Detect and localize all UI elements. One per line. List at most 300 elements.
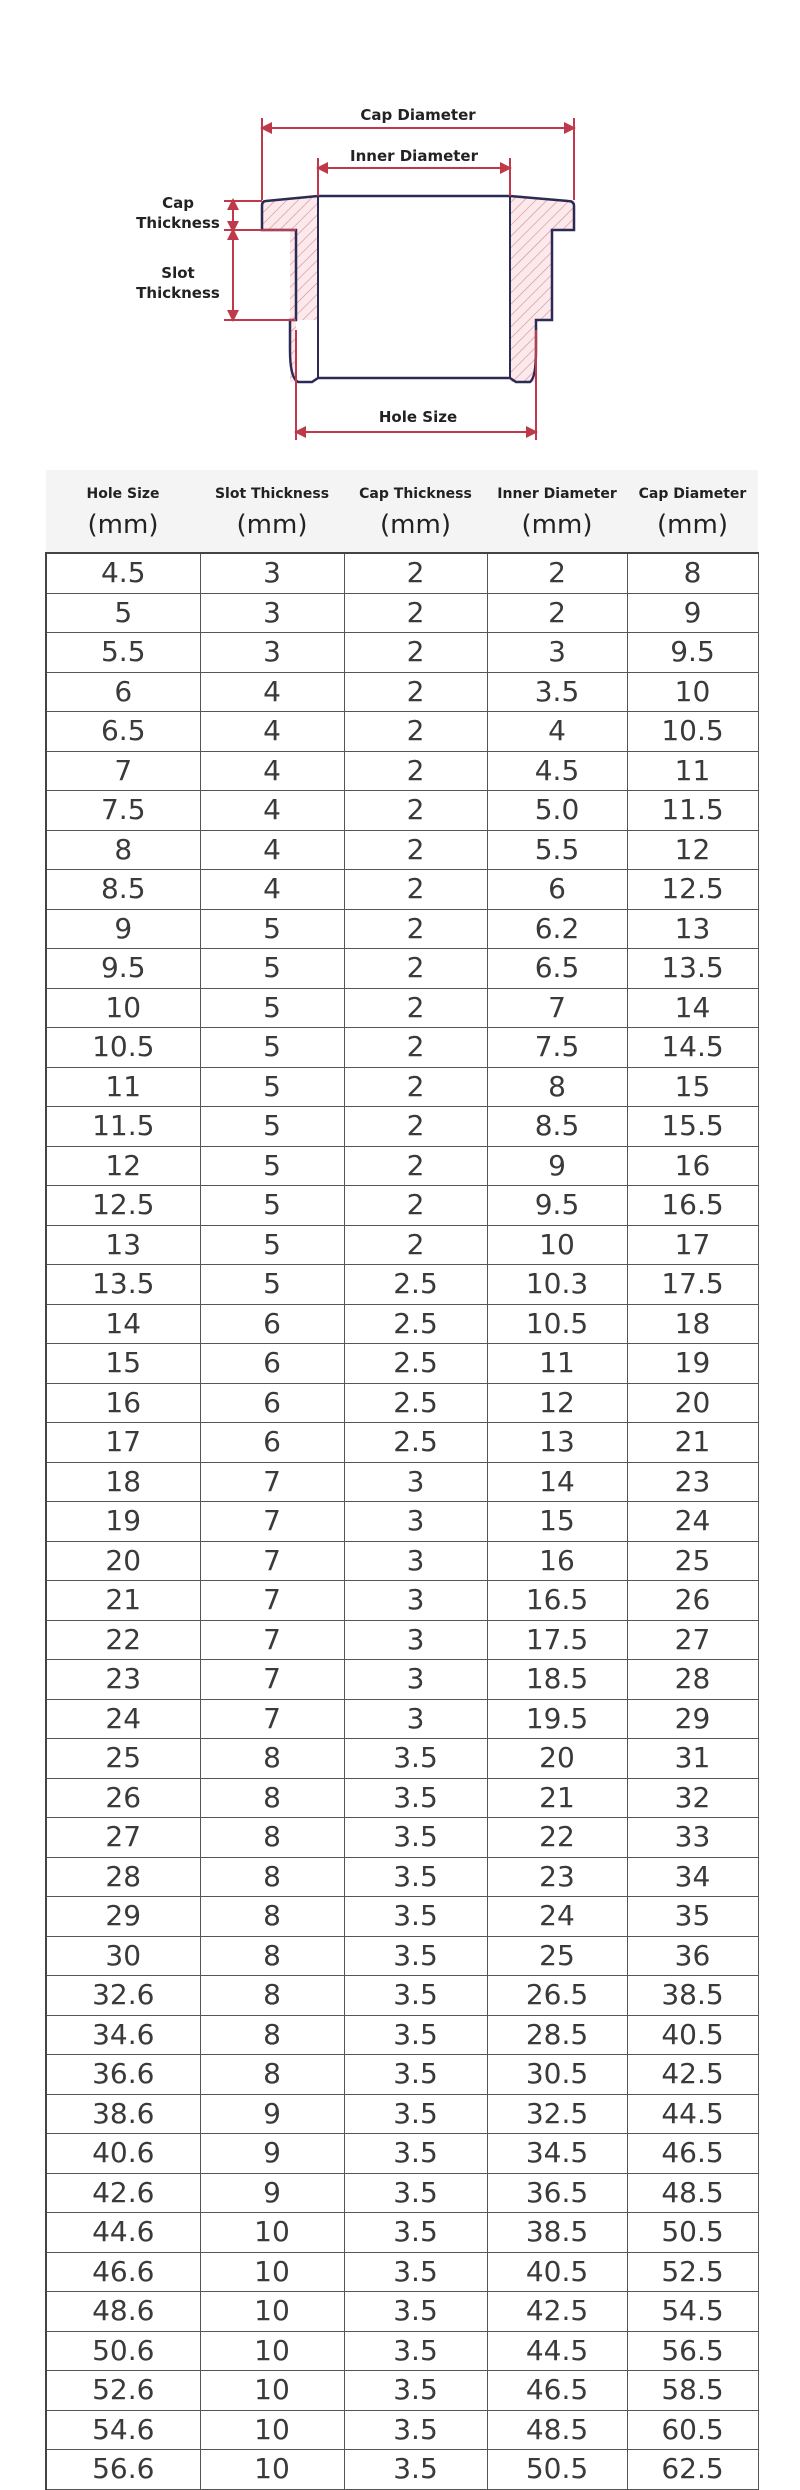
header-name: Slot Thickness xyxy=(214,486,330,502)
inner-diameter-cell: 9.5 xyxy=(487,1186,627,1226)
hole-size-cell: 6 xyxy=(46,672,200,712)
hole-size-cell: 12.5 xyxy=(46,1186,200,1226)
cap-diameter-cell: 17 xyxy=(627,1225,758,1265)
slot-thickness-cell: 6 xyxy=(200,1423,344,1463)
cap-thickness-cell: 3.5 xyxy=(344,2134,487,2174)
cap-thickness-cell: 3.5 xyxy=(344,1739,487,1779)
slot-thickness-cell: 5 xyxy=(200,1265,344,1305)
cap-diameter-cell: 62.5 xyxy=(627,2450,758,2490)
cap-thickness-cell: 3.5 xyxy=(344,1897,487,1937)
cap-thickness-cell: 2.5 xyxy=(344,1423,487,1463)
hole-size-cell: 32.6 xyxy=(46,1976,200,2016)
slot-thickness-cell: 10 xyxy=(200,2371,344,2411)
slot-thickness-cell: 4 xyxy=(200,751,344,791)
cap-thickness-cell: 3.5 xyxy=(344,2015,487,2055)
hole-size-cell: 22 xyxy=(46,1620,200,1660)
cap-thickness-cell: 2 xyxy=(344,633,487,673)
inner-diameter-cell: 15 xyxy=(487,1502,627,1542)
cap-diameter-cell: 23 xyxy=(627,1462,758,1502)
slot-thickness-cell: 5 xyxy=(200,909,344,949)
cap-diameter-cell: 28 xyxy=(627,1660,758,1700)
hole-size-cell: 10.5 xyxy=(46,1028,200,1068)
hole-size-cell: 5.5 xyxy=(46,633,200,673)
inner-diameter-cell: 30.5 xyxy=(487,2055,627,2095)
slot-thickness-cell: 8 xyxy=(200,1739,344,1779)
cap-thickness-cell: 3.5 xyxy=(344,1857,487,1897)
cap-thickness-cell: 2 xyxy=(344,672,487,712)
table-row xyxy=(46,988,758,1028)
hole-size-cell: 15 xyxy=(46,1344,200,1384)
header-name: Hole Size xyxy=(86,486,160,502)
header-unit: (mm) xyxy=(87,510,159,540)
cap-diameter-cell: 32 xyxy=(627,1778,758,1818)
slot-thickness-cell: 5 xyxy=(200,1067,344,1107)
slot-thickness-cell: 7 xyxy=(200,1541,344,1581)
slot-thickness-cell: 4 xyxy=(200,870,344,910)
slot-thickness-cell: 5 xyxy=(200,1186,344,1226)
inner-diameter-cell: 32.5 xyxy=(487,2094,627,2134)
inner-diameter-label: Inner Diameter xyxy=(350,147,478,165)
header-cap-diameter xyxy=(627,470,758,553)
cap-thickness-cell: 2.5 xyxy=(344,1383,487,1423)
inner-diameter-cell: 18.5 xyxy=(487,1660,627,1700)
cap-thickness-cell: 3.5 xyxy=(344,2055,487,2095)
inner-diameter-cell: 16.5 xyxy=(487,1581,627,1621)
table-row xyxy=(46,1462,758,1502)
cap-diameter-cell: 9 xyxy=(627,593,758,633)
table-row xyxy=(46,2173,758,2213)
inner-diameter-cell: 17.5 xyxy=(487,1620,627,1660)
inner-diameter-cell: 8 xyxy=(487,1067,627,1107)
table-row xyxy=(46,791,758,831)
hole-size-cell: 38.6 xyxy=(46,2094,200,2134)
inner-diameter-cell: 44.5 xyxy=(487,2331,627,2371)
cap-diameter-cell: 10.5 xyxy=(627,712,758,752)
cap-diameter-cell: 14.5 xyxy=(627,1028,758,1068)
cap-thickness-cell: 2 xyxy=(344,1028,487,1068)
cap-diameter-cell: 26 xyxy=(627,1581,758,1621)
slot-thickness-cell: 3 xyxy=(200,633,344,673)
table-row xyxy=(46,633,758,673)
cap-thickness-cell: 3 xyxy=(344,1541,487,1581)
cap-diameter-cell: 34 xyxy=(627,1857,758,1897)
slot-thickness-cell: 6 xyxy=(200,1344,344,1384)
hole-size-cell: 28 xyxy=(46,1857,200,1897)
table-row xyxy=(46,2292,758,2332)
inner-diameter-cell: 19.5 xyxy=(487,1699,627,1739)
hole-size-cell: 13 xyxy=(46,1225,200,1265)
table-row xyxy=(46,1976,758,2016)
table-row xyxy=(46,1383,758,1423)
table-row xyxy=(46,1107,758,1147)
cap-diameter-label: Cap Diameter xyxy=(360,106,476,124)
inner-diameter-cell: 11 xyxy=(487,1344,627,1384)
cap-thickness-cell: 3.5 xyxy=(344,2410,487,2450)
inner-diameter-cell: 6 xyxy=(487,870,627,910)
table-row xyxy=(46,1146,758,1186)
cap-diameter-cell: 50.5 xyxy=(627,2213,758,2253)
table-row xyxy=(46,1304,758,1344)
cap-diameter-cell: 16.5 xyxy=(627,1186,758,1226)
table-row xyxy=(46,1857,758,1897)
header-unit: (mm) xyxy=(657,510,728,540)
inner-diameter-cell: 36.5 xyxy=(487,2173,627,2213)
inner-diameter-cell: 5.5 xyxy=(487,830,627,870)
cap-diameter-cell: 18 xyxy=(627,1304,758,1344)
cap-thickness-cell: 3.5 xyxy=(344,1778,487,1818)
inner-diameter-cell: 2 xyxy=(487,553,627,593)
slot-thickness-cell: 4 xyxy=(200,830,344,870)
cap-diameter-cell: 21 xyxy=(627,1423,758,1463)
inner-diameter-cell: 10 xyxy=(487,1225,627,1265)
table-row xyxy=(46,553,758,593)
cap-diameter-cell: 44.5 xyxy=(627,2094,758,2134)
inner-diameter-cell: 21 xyxy=(487,1778,627,1818)
cap-thickness-cell: 2 xyxy=(344,949,487,989)
cap-thickness-cell: 2 xyxy=(344,791,487,831)
slot-thickness-cell: 10 xyxy=(200,2252,344,2292)
inner-diameter-cell: 40.5 xyxy=(487,2252,627,2292)
grommet-cross-section xyxy=(262,196,574,382)
table-row xyxy=(46,1739,758,1779)
table-row xyxy=(46,1936,758,1976)
cap-diameter-cell: 9.5 xyxy=(627,633,758,673)
slot-thickness-cell: 8 xyxy=(200,1976,344,2016)
hole-size-cell: 7.5 xyxy=(46,791,200,831)
hole-size-cell: 8 xyxy=(46,830,200,870)
slot-thickness-cell: 6 xyxy=(200,1383,344,1423)
cap-thickness-cell: 2 xyxy=(344,870,487,910)
hole-size-cell: 50.6 xyxy=(46,2331,200,2371)
hole-size-cell: 4.5 xyxy=(46,553,200,593)
cap-diameter-cell: 13.5 xyxy=(627,949,758,989)
inner-diameter-cell: 23 xyxy=(487,1857,627,1897)
hole-size-cell: 30 xyxy=(46,1936,200,1976)
cap-diameter-cell: 56.5 xyxy=(627,2331,758,2371)
cap-diameter-cell: 11 xyxy=(627,751,758,791)
cap-thickness-cell: 3 xyxy=(344,1699,487,1739)
inner-diameter-cell: 6.5 xyxy=(487,949,627,989)
hole-size-cell: 8.5 xyxy=(46,870,200,910)
cap-thickness-cell: 2 xyxy=(344,1186,487,1226)
table-row xyxy=(46,1265,758,1305)
cap-diameter-cell: 40.5 xyxy=(627,2015,758,2055)
table-row xyxy=(46,1225,758,1265)
slot-thickness-label-line2: Thickness xyxy=(136,284,220,302)
cap-diameter-cell: 12.5 xyxy=(627,870,758,910)
cap-thickness-cell: 3.5 xyxy=(344,2331,487,2371)
inner-diameter-cell: 46.5 xyxy=(487,2371,627,2411)
cap-diameter-cell: 38.5 xyxy=(627,1976,758,2016)
slot-thickness-cell: 10 xyxy=(200,2213,344,2253)
table-row xyxy=(46,751,758,791)
slot-thickness-cell: 10 xyxy=(200,2331,344,2371)
inner-diameter-cell: 4.5 xyxy=(487,751,627,791)
hole-size-cell: 54.6 xyxy=(46,2410,200,2450)
cap-thickness-cell: 2 xyxy=(344,751,487,791)
hole-size-cell: 13.5 xyxy=(46,1265,200,1305)
table-row xyxy=(46,672,758,712)
slot-thickness-cell: 5 xyxy=(200,1028,344,1068)
inner-diameter-cell: 48.5 xyxy=(487,2410,627,2450)
slot-thickness-cell: 8 xyxy=(200,2055,344,2095)
inner-diameter-cell: 8.5 xyxy=(487,1107,627,1147)
hole-size-cell: 44.6 xyxy=(46,2213,200,2253)
table-row xyxy=(46,1818,758,1858)
hole-size-cell: 12 xyxy=(46,1146,200,1186)
slot-thickness-cell: 5 xyxy=(200,1107,344,1147)
cap-diameter-cell: 15.5 xyxy=(627,1107,758,1147)
slot-thickness-cell: 10 xyxy=(200,2450,344,2490)
cap-thickness-cell: 2.5 xyxy=(344,1265,487,1305)
inner-diameter-cell: 7 xyxy=(487,988,627,1028)
cap-thickness-cell: 3.5 xyxy=(344,2252,487,2292)
table-row xyxy=(46,2134,758,2174)
grommet-diagram xyxy=(0,0,800,460)
cap-diameter-cell: 25 xyxy=(627,1541,758,1581)
slot-thickness-cell: 5 xyxy=(200,949,344,989)
inner-diameter-cell: 10.5 xyxy=(487,1304,627,1344)
inner-diameter-cell: 14 xyxy=(487,1462,627,1502)
table-row xyxy=(46,870,758,910)
slot-thickness-cell: 7 xyxy=(200,1502,344,1542)
cap-diameter-cell: 27 xyxy=(627,1620,758,1660)
cap-diameter-cell: 52.5 xyxy=(627,2252,758,2292)
slot-thickness-cell: 7 xyxy=(200,1699,344,1739)
hole-size-cell: 9 xyxy=(46,909,200,949)
slot-thickness-cell: 7 xyxy=(200,1660,344,1700)
table-row xyxy=(46,2252,758,2292)
table-row xyxy=(46,2213,758,2253)
cap-diameter-cell: 29 xyxy=(627,1699,758,1739)
cap-thickness-cell: 3 xyxy=(344,1462,487,1502)
cap-thickness-cell: 3.5 xyxy=(344,2371,487,2411)
cap-diameter-cell: 48.5 xyxy=(627,2173,758,2213)
table-row xyxy=(46,1660,758,1700)
table-row xyxy=(46,2331,758,2371)
hole-size-cell: 21 xyxy=(46,1581,200,1621)
table-row xyxy=(46,2094,758,2134)
hole-size-cell: 46.6 xyxy=(46,2252,200,2292)
cap-thickness-cell: 2 xyxy=(344,1067,487,1107)
slot-thickness-cell: 8 xyxy=(200,2015,344,2055)
cap-diameter-cell: 54.5 xyxy=(627,2292,758,2332)
hole-size-cell: 40.6 xyxy=(46,2134,200,2174)
header-slot-thickness xyxy=(200,470,344,553)
hole-size-cell: 25 xyxy=(46,1739,200,1779)
cap-diameter-cell: 58.5 xyxy=(627,2371,758,2411)
slot-thickness-cell: 10 xyxy=(200,2410,344,2450)
table-row xyxy=(46,949,758,989)
slot-thickness-cell: 5 xyxy=(200,988,344,1028)
hole-size-cell: 7 xyxy=(46,751,200,791)
hole-size-cell: 48.6 xyxy=(46,2292,200,2332)
inner-diameter-cell: 13 xyxy=(487,1423,627,1463)
header-name: Cap Diameter xyxy=(638,486,747,502)
hole-size-cell: 52.6 xyxy=(46,2371,200,2411)
cap-thickness-cell: 2 xyxy=(344,553,487,593)
cap-thickness-cell: 3 xyxy=(344,1660,487,1700)
cap-thickness-cell: 2.5 xyxy=(344,1344,487,1384)
hole-size-cell: 17 xyxy=(46,1423,200,1463)
table-row xyxy=(46,1541,758,1581)
cap-diameter-cell: 13 xyxy=(627,909,758,949)
table-row xyxy=(46,712,758,752)
slot-thickness-cell: 7 xyxy=(200,1581,344,1621)
header-name: Inner Diameter xyxy=(497,486,617,502)
inner-diameter-cell: 2 xyxy=(487,593,627,633)
slot-thickness-cell: 5 xyxy=(200,1225,344,1265)
grommet-size-table xyxy=(45,470,759,2490)
hole-size-cell: 42.6 xyxy=(46,2173,200,2213)
hole-size-cell: 23 xyxy=(46,1660,200,1700)
table-body xyxy=(46,553,758,2489)
cap-thickness-cell: 3.5 xyxy=(344,1818,487,1858)
cap-thickness-cell: 2 xyxy=(344,593,487,633)
slot-thickness-cell: 9 xyxy=(200,2134,344,2174)
table-row xyxy=(46,1897,758,1937)
cap-diameter-cell: 24 xyxy=(627,1502,758,1542)
hole-size-cell: 6.5 xyxy=(46,712,200,752)
cap-diameter-cell: 19 xyxy=(627,1344,758,1384)
table-row xyxy=(46,1620,758,1660)
slot-thickness-cell: 5 xyxy=(200,1146,344,1186)
hole-size-cell: 27 xyxy=(46,1818,200,1858)
slot-thickness-cell: 6 xyxy=(200,1304,344,1344)
slot-thickness-cell: 8 xyxy=(200,1778,344,1818)
cap-thickness-cell: 3 xyxy=(344,1620,487,1660)
slot-thickness-cell: 7 xyxy=(200,1462,344,1502)
cap-diameter-cell: 35 xyxy=(627,1897,758,1937)
hole-size-cell: 11 xyxy=(46,1067,200,1107)
cap-thickness-cell: 2 xyxy=(344,909,487,949)
inner-diameter-cell: 10.3 xyxy=(487,1265,627,1305)
cap-thickness-cell: 2 xyxy=(344,1225,487,1265)
hole-size-cell: 29 xyxy=(46,1897,200,1937)
hole-size-cell: 20 xyxy=(46,1541,200,1581)
inner-diameter-cell: 20 xyxy=(487,1739,627,1779)
table-header-row xyxy=(46,470,758,553)
table-row xyxy=(46,830,758,870)
cap-thickness-label-line1: Cap xyxy=(162,194,194,212)
inner-diameter-cell: 16 xyxy=(487,1541,627,1581)
table-row xyxy=(46,1423,758,1463)
table-row xyxy=(46,1778,758,1818)
hole-size-cell: 10 xyxy=(46,988,200,1028)
cap-thickness-cell: 3.5 xyxy=(344,2173,487,2213)
hole-size-cell: 18 xyxy=(46,1462,200,1502)
cap-thickness-cell: 2 xyxy=(344,988,487,1028)
hole-size-cell: 34.6 xyxy=(46,2015,200,2055)
hole-size-cell: 16 xyxy=(46,1383,200,1423)
cap-thickness-cell: 3 xyxy=(344,1502,487,1542)
inner-diameter-cell: 5.0 xyxy=(487,791,627,831)
cap-thickness-cell: 3.5 xyxy=(344,1936,487,1976)
cap-diameter-cell: 31 xyxy=(627,1739,758,1779)
slot-thickness-label-line1: Slot xyxy=(161,264,195,282)
table-row xyxy=(46,2450,758,2490)
header-cap-thickness xyxy=(344,470,487,553)
hole-size-cell: 5 xyxy=(46,593,200,633)
cap-diameter-cell: 8 xyxy=(627,553,758,593)
header-hole-size xyxy=(46,470,200,553)
inner-diameter-cell: 9 xyxy=(487,1146,627,1186)
slot-thickness-cell: 3 xyxy=(200,553,344,593)
cap-diameter-cell: 33 xyxy=(627,1818,758,1858)
cap-thickness-cell: 2.5 xyxy=(344,1304,487,1344)
cap-thickness-cell: 2 xyxy=(344,1107,487,1147)
inner-diameter-cell: 34.5 xyxy=(487,2134,627,2174)
inner-diameter-cell: 12 xyxy=(487,1383,627,1423)
inner-diameter-cell: 4 xyxy=(487,712,627,752)
cap-thickness-cell: 2 xyxy=(344,830,487,870)
cap-diameter-cell: 36 xyxy=(627,1936,758,1976)
hole-size-cell: 11.5 xyxy=(46,1107,200,1147)
cap-diameter-cell: 16 xyxy=(627,1146,758,1186)
cap-diameter-cell: 15 xyxy=(627,1067,758,1107)
table-row xyxy=(46,909,758,949)
inner-diameter-cell: 38.5 xyxy=(487,2213,627,2253)
header-unit: (mm) xyxy=(521,510,593,540)
table-row xyxy=(46,1581,758,1621)
inner-diameter-cell: 25 xyxy=(487,1936,627,1976)
hole-size-cell: 24 xyxy=(46,1699,200,1739)
slot-thickness-cell: 4 xyxy=(200,712,344,752)
table-row xyxy=(46,1344,758,1384)
hole-size-cell: 14 xyxy=(46,1304,200,1344)
slot-thickness-cell: 7 xyxy=(200,1620,344,1660)
header-unit: (mm) xyxy=(380,510,451,540)
table-row xyxy=(46,1502,758,1542)
cap-diameter-cell: 42.5 xyxy=(627,2055,758,2095)
table-row xyxy=(46,2371,758,2411)
slot-thickness-cell: 4 xyxy=(200,672,344,712)
cap-thickness-cell: 2 xyxy=(344,1146,487,1186)
cap-diameter-cell: 60.5 xyxy=(627,2410,758,2450)
cap-thickness-label-line2: Thickness xyxy=(136,214,220,232)
slot-thickness-cell: 8 xyxy=(200,1818,344,1858)
inner-diameter-cell: 42.5 xyxy=(487,2292,627,2332)
cap-thickness-cell: 3.5 xyxy=(344,2450,487,2490)
cap-diameter-cell: 12 xyxy=(627,830,758,870)
cap-thickness-cell: 2 xyxy=(344,712,487,752)
slot-thickness-cell: 10 xyxy=(200,2292,344,2332)
slot-thickness-cell: 9 xyxy=(200,2094,344,2134)
cap-diameter-cell: 17.5 xyxy=(627,1265,758,1305)
cap-thickness-cell: 3.5 xyxy=(344,2213,487,2253)
slot-thickness-cell: 8 xyxy=(200,1897,344,1937)
grommet-right-wall xyxy=(510,196,574,382)
table-row xyxy=(46,1067,758,1107)
table-row xyxy=(46,593,758,633)
table-row xyxy=(46,2410,758,2450)
inner-diameter-cell: 3.5 xyxy=(487,672,627,712)
inner-diameter-cell: 24 xyxy=(487,1897,627,1937)
inner-diameter-cell: 7.5 xyxy=(487,1028,627,1068)
hole-size-label: Hole Size xyxy=(378,408,458,426)
cap-thickness-cell: 3 xyxy=(344,1581,487,1621)
cap-diameter-cell: 20 xyxy=(627,1383,758,1423)
header-inner-diameter xyxy=(487,470,627,553)
cap-thickness-cell: 3.5 xyxy=(344,2292,487,2332)
slot-thickness-cell: 3 xyxy=(200,593,344,633)
inner-diameter-cell: 26.5 xyxy=(487,1976,627,2016)
table-row xyxy=(46,1028,758,1068)
cap-diameter-cell: 10 xyxy=(627,672,758,712)
slot-thickness-cell: 4 xyxy=(200,791,344,831)
table-row xyxy=(46,2055,758,2095)
inner-diameter-cell: 3 xyxy=(487,633,627,673)
